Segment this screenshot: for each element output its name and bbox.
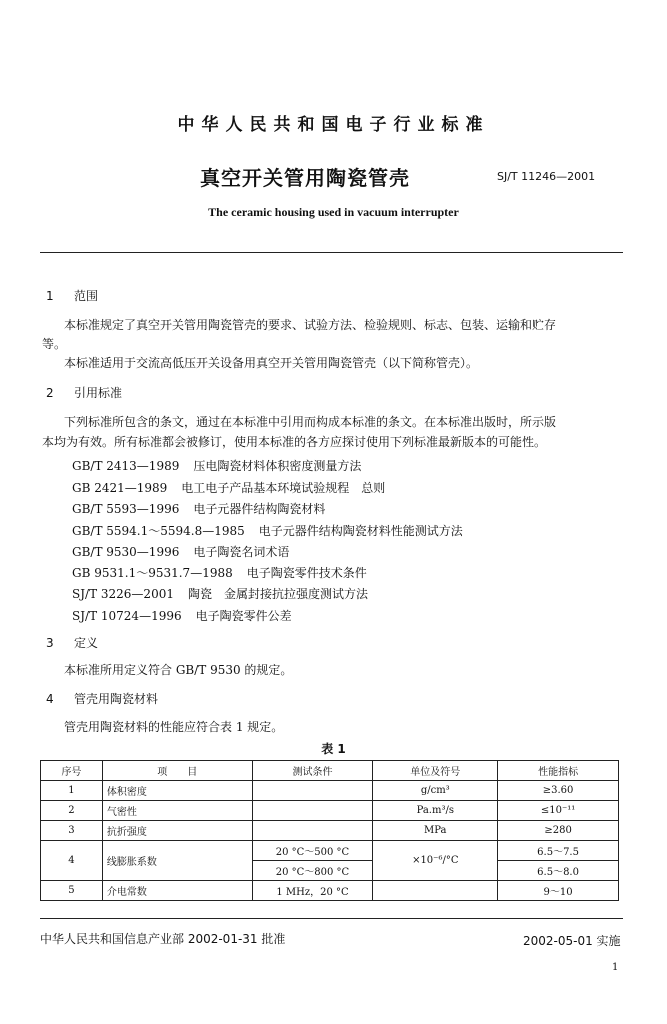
section-number: 4: [46, 692, 54, 706]
section-number: 2: [46, 386, 54, 400]
paragraph: 本标准规定了真空开关管用陶瓷管壳的要求、试验方法、检验规则、标志、包装、运输和贮存: [64, 318, 557, 332]
cell-value: 6.5～7.5: [498, 841, 619, 861]
cell-item: 体积密度: [102, 781, 252, 801]
reference-code: SJ/T 3226—2001: [72, 587, 174, 601]
cell-unit: [373, 881, 498, 901]
section-title: 引用标准: [74, 386, 123, 400]
section-number: 3: [46, 636, 54, 650]
section-title: 定义: [74, 636, 99, 650]
reference-item: [72, 457, 361, 474]
cell-no: 5: [41, 881, 103, 901]
table-row: [41, 781, 619, 801]
standard-title: 真空开关管用陶瓷管壳: [200, 166, 410, 190]
reference-title: 压电陶瓷材料体积密度测量方法: [193, 459, 362, 473]
cell-no: 2: [41, 801, 103, 821]
section-title: 范围: [74, 289, 99, 303]
cell-value: ≤10⁻¹¹: [498, 801, 619, 821]
table-row: [41, 801, 619, 821]
reference-item: [72, 522, 463, 539]
cell-value: 6.5～8.0: [498, 861, 619, 881]
cell-unit: Pa.m³/s: [373, 801, 498, 821]
reference-code: GB 2421—1989: [72, 481, 168, 495]
page-number: 1: [612, 962, 619, 973]
cell-condition: [252, 801, 373, 821]
cell-no: 3: [41, 821, 103, 841]
cell-value: 9～10: [498, 881, 619, 901]
col-header-unit: 单位及符号: [373, 761, 498, 781]
table-caption: 表 1: [321, 742, 346, 756]
cell-no: 1: [41, 781, 103, 801]
table-row: [41, 821, 619, 841]
reference-title: 电子元器件结构陶瓷材料性能测试方法: [258, 524, 463, 538]
reference-item: [72, 564, 367, 581]
standard-title-english: The ceramic housing used in vacuum interrupter: [208, 205, 459, 219]
cell-condition: [252, 821, 373, 841]
reference-item: [72, 543, 289, 560]
col-header-condition: 测试条件: [252, 761, 373, 781]
implementation-date: 2002-05-01 实施: [523, 934, 621, 948]
cell-value: ≥3.60: [498, 781, 619, 801]
issuing-body-title: 中华人民共和国电子行业标准: [177, 115, 490, 135]
reference-title: 电子陶瓷零件技术条件: [246, 566, 367, 580]
reference-title: 电子陶瓷零件公差: [195, 609, 292, 623]
paragraph: 下列标准所包含的条文，通过在本标准中引用而构成本标准的条文。在本标准出版时，所示版: [64, 415, 557, 429]
cell-no: 4: [41, 841, 103, 881]
reference-code: GB 9531.1～9531.7—1988: [72, 566, 233, 580]
section-heading: [46, 690, 158, 707]
section-heading: [46, 287, 98, 304]
cell-unit: MPa: [373, 821, 498, 841]
col-header-value: 性能指标: [498, 761, 619, 781]
reference-code: SJ/T 10724—1996: [72, 609, 182, 623]
cell-item: 介电常数: [102, 881, 252, 901]
reference-code: GB/T 5593—1996: [72, 502, 180, 516]
section-heading: [46, 634, 98, 651]
reference-item: [72, 585, 368, 602]
paragraph: 本标准适用于交流高低压开关设备用真空开关管用陶瓷管壳（以下简称管壳）。: [64, 356, 479, 370]
reference-code: GB/T 2413—1989: [72, 459, 180, 473]
reference-code: GB/T 5594.1～5594.8—1985: [72, 524, 245, 538]
cell-condition: 1 MHz，20 °C: [252, 881, 373, 901]
col-header-item: 项 目: [102, 761, 252, 781]
reference-title: 陶瓷 金属封接抗拉强度测试方法: [187, 587, 368, 601]
cell-item: 气密性: [102, 801, 252, 821]
paragraph: 管壳用陶瓷材料的性能应符合表 1 规定。: [64, 720, 284, 734]
section-number: 1: [46, 289, 54, 303]
col-header-no: 序号: [41, 761, 103, 781]
reference-title: 电工电子产品基本环境试验规程 总则: [181, 481, 386, 495]
footer-divider: [40, 918, 623, 919]
section-title: 管壳用陶瓷材料: [74, 692, 159, 706]
reference-item: [72, 500, 325, 517]
header-divider: [40, 252, 623, 253]
cell-condition: 20 °C～500 °C: [252, 841, 373, 861]
cell-item: 抗折强度: [102, 821, 252, 841]
paragraph: 等。: [42, 337, 67, 351]
cell-unit: g/cm³: [373, 781, 498, 801]
cell-condition: [252, 781, 373, 801]
table-row: [41, 841, 619, 861]
reference-item: [72, 607, 292, 624]
cell-value: ≥280: [498, 821, 619, 841]
standard-code: SJ/T 11246—2001: [497, 170, 596, 183]
paragraph: 本均为有效。所有标准都会被修订，使用本标准的各方应探讨使用下列标准最新版本的可能性。: [42, 435, 547, 449]
reference-title: 电子元器件结构陶瓷材料: [193, 502, 326, 516]
cell-item: 线膨胀系数: [102, 841, 252, 881]
section-heading: [46, 384, 122, 401]
table-row: [41, 881, 619, 901]
cell-unit: ×10⁻⁶/°C: [373, 841, 498, 881]
table-header-row: [41, 761, 619, 781]
paragraph: 本标准所用定义符合 GB/T 9530 的规定。: [64, 663, 293, 677]
reference-title: 电子陶瓷名词术语: [193, 545, 290, 559]
properties-table: [40, 760, 619, 901]
reference-item: [72, 479, 385, 496]
reference-code: GB/T 9530—1996: [72, 545, 180, 559]
approval-note: 中华人民共和国信息产业部 2002-01-31 批准: [40, 932, 286, 946]
cell-condition: 20 °C～800 °C: [252, 861, 373, 881]
